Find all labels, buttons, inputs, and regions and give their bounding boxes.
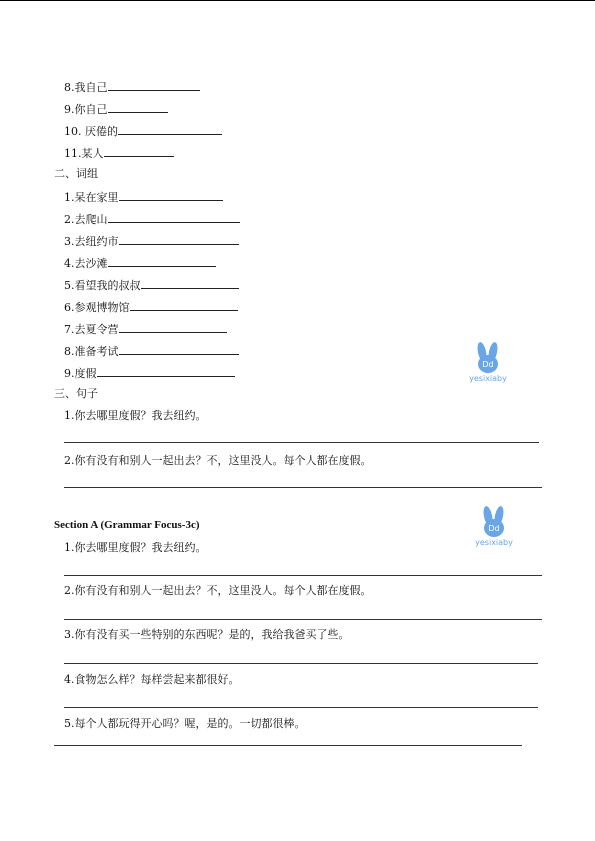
rabbit-logo-icon (470, 506, 520, 550)
answer-line[interactable] (64, 442, 539, 443)
section-title-sentences: 三、句子 (54, 387, 98, 400)
answer-line[interactable] (64, 707, 538, 708)
answer-blank[interactable] (119, 321, 227, 333)
section-heading-grammar: Section A (Grammar Focus-3c) (54, 519, 200, 531)
sentence-b-4: 4.食物怎么样？每样尝起来都很好。 (64, 673, 240, 686)
answer-blank[interactable] (119, 343, 239, 355)
phrase-item-7: 7.去夏令营 (64, 321, 227, 337)
phrase-item-5: 5.看望我的叔叔 (64, 277, 239, 293)
answer-blank[interactable] (108, 211, 240, 223)
phrase-item-9: 9.度假 (64, 365, 235, 381)
logo-text: yesixiaby (469, 374, 507, 383)
sentence-b-3: 3.你有没有买一些特别的东西呢？是的，我给我爸买了些。 (64, 628, 350, 641)
vocab-item-8: 8.我自己 (64, 79, 200, 95)
vocab-item-10: 10. 厌倦的 (64, 123, 222, 139)
answer-blank[interactable] (97, 365, 235, 377)
phrase-item-3: 3.去纽约市 (64, 233, 239, 249)
phrase-item-2: 2.去爬山 (64, 211, 240, 227)
logo-badge-text: Dd (482, 360, 494, 369)
answer-blank[interactable] (119, 189, 223, 201)
top-border-line (0, 0, 595, 1)
answer-blank[interactable] (118, 123, 222, 135)
answer-blank[interactable] (119, 233, 239, 245)
logo-text: yesixiaby (475, 538, 513, 547)
answer-blank[interactable] (141, 277, 239, 289)
answer-blank[interactable] (108, 79, 200, 91)
answer-line[interactable] (54, 745, 522, 746)
sentence-a-1: 1.你去哪里度假？我去纽约。 (64, 409, 207, 422)
section-title-phrases: 二、词组 (54, 167, 98, 180)
answer-line[interactable] (64, 619, 542, 620)
watermark-logo (464, 342, 514, 386)
watermark-logo (470, 506, 520, 550)
sentence-b-1: 1.你去哪里度假？我去纽约。 (64, 541, 207, 554)
answer-line[interactable] (64, 663, 538, 664)
phrase-item-8: 8.准备考试 (64, 343, 239, 359)
answer-line[interactable] (64, 575, 542, 576)
vocab-item-11: 11.某人 (64, 145, 174, 161)
answer-line[interactable] (64, 487, 542, 488)
answer-blank[interactable] (108, 255, 216, 267)
rabbit-logo-icon (464, 342, 514, 386)
phrase-item-6: 6.参观博物馆 (64, 299, 238, 315)
answer-blank[interactable] (104, 145, 174, 157)
logo-badge-text: Dd (488, 524, 500, 533)
phrase-item-4: 4.去沙滩 (64, 255, 216, 271)
answer-blank[interactable] (130, 299, 238, 311)
sentence-b-2: 2.你有没有和别人一起出去？不，这里没人。每个人都在度假。 (64, 584, 372, 597)
sentence-a-2: 2.你有没有和别人一起出去？不，这里没人。每个人都在度假。 (64, 454, 372, 467)
vocab-item-9: 9.你自己 (64, 101, 168, 117)
sentence-b-5: 5.每个人都玩得开心吗？喔，是的。一切都很棒。 (64, 717, 306, 730)
phrase-item-1: 1.呆在家里 (64, 189, 223, 205)
answer-blank[interactable] (108, 101, 168, 113)
